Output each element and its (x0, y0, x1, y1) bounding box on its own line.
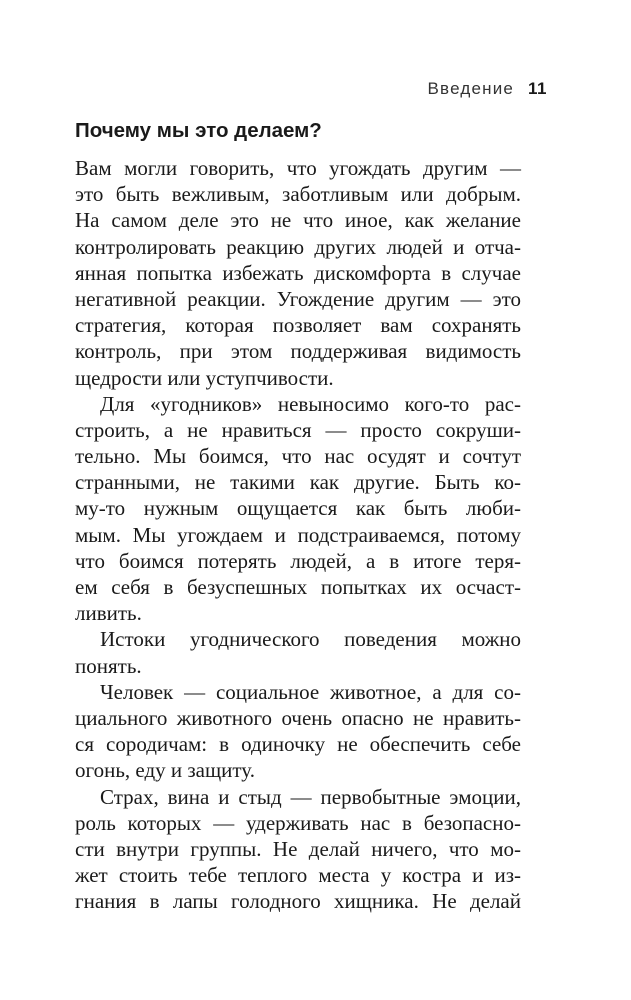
text-line: гнания в лапы голодного хищника. Не делай (75, 889, 521, 914)
paragraph (75, 626, 521, 678)
text-line: На самом деле это не что иное, как желание (75, 208, 521, 233)
text-line: Человек — социальное животное, а для со- (100, 679, 521, 704)
text-line: огонь, еду и защиту. (75, 758, 255, 783)
text-line: контроль, при этом поддерживая видимость (75, 339, 521, 364)
text-line: Страх, вина и стыд — первобытные эмоции, (100, 784, 521, 809)
text-line: ливить. (75, 601, 142, 626)
text-line: роль которых — удерживать нас в безопасно- (75, 810, 521, 835)
text-line: циального животного очень опасно не нравить- (75, 705, 521, 730)
text-line: негативной реакции. Угождение другим — это (75, 286, 521, 311)
text-line: это быть вежливым, заботливым или добрым. (75, 182, 521, 207)
text-line: понять. (75, 653, 142, 678)
section-heading: Почему мы это делаем? (75, 119, 322, 142)
text-line: ем себя в безуспешных попытках их осчаст- (75, 575, 521, 599)
paragraph (75, 391, 521, 627)
text-line: странными, не такими как другие. Быть ко- (75, 470, 521, 495)
text-line: стратегия, которая позволяет вам сохранять (75, 313, 521, 338)
text-line: строить, а не нравиться — просто сокруши- (75, 417, 521, 442)
section-title: Введение (427, 79, 515, 98)
text-line: что боимся потерять людей, а в итоге теря- (75, 548, 521, 573)
text-line: Истоки угоднического поведения можно (100, 627, 521, 652)
paragraph (75, 784, 521, 915)
text-line: жет стоить тебе теплого места у костра и из- (75, 863, 521, 888)
text-line: му-то нужным ощущается как быть люби- (75, 496, 521, 521)
text-line: ся сородичам: в одиночку не обеспечить себе (75, 732, 521, 757)
text-line: янная попытка избежать дискомфорта в случае (75, 260, 521, 285)
text-line: Для «угодников» невыносимо кого-то рас- (100, 391, 521, 416)
paragraph (75, 679, 521, 784)
text-line: сти внутри группы. Не делай ничего, что мо- (75, 836, 521, 861)
running-header (428, 79, 548, 99)
text-line: тельно. Мы боимся, что нас осудят и сочтут (75, 444, 521, 469)
text-line: щедрости или уступчивости. (75, 365, 334, 390)
text-line: мым. Мы угождаем и подстраиваемся, потому (75, 522, 521, 547)
text-line: Вам могли говорить, что угождать другим — (75, 156, 521, 180)
text-line: контролировать реакцию других людей и отча- (75, 234, 521, 259)
paragraph (75, 155, 521, 391)
page-number: 11 (528, 79, 547, 98)
body-text (75, 155, 521, 914)
